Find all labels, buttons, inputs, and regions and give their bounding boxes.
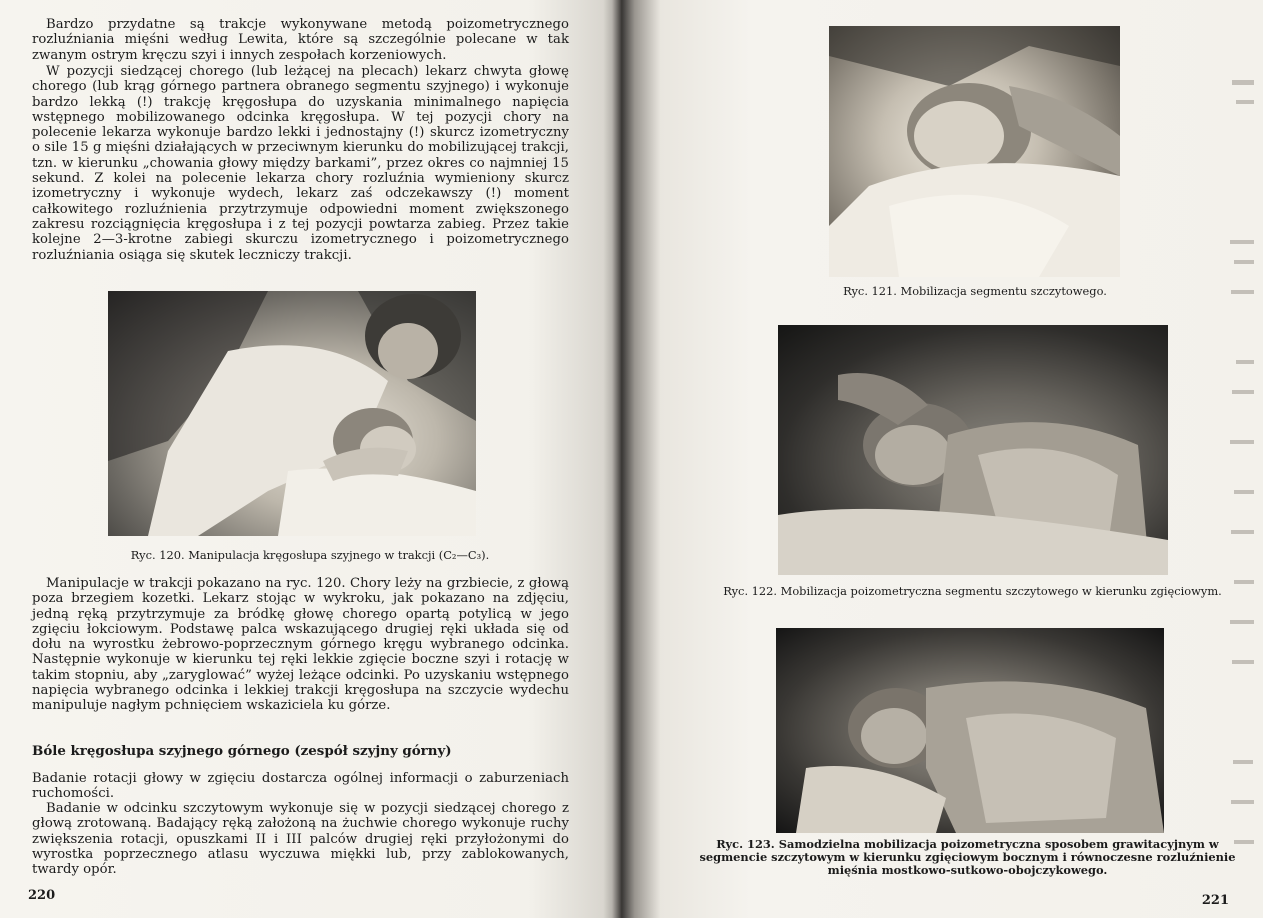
figure-120-photo: [108, 291, 476, 536]
page-number-left: 220: [28, 888, 56, 903]
examination-paragraph-2: Badanie w odcinku szczytowym wykonuje się w pozycji siedzącej chorego z głową zrotowaną. Badający ręką założoną na żuchwie chorego wykonuje ruchy zwiększenia rotacji, opuszkami II i III palców drugiej ręki przyłożonymi do wyrostka poprzecznego atlasu wyczuwa miękki lub, przy zablokowanych, twardy opór.: [32, 801, 569, 878]
examination-paragraph-1: Badanie rotacji głowy w zgięciu dostarcza ogólnej informacji o zaburzeniach ruchomości.: [32, 771, 569, 802]
figure-123-caption: Ryc. 123. Samodzielna mobilizacja poizometryczna sposobem grawitacyjnym w segmencie szczytowym w kierunku zgięciowym bocznym i równoczesne rozluźnienie mięśnia mostkowo-sutkowo-obojczykowego.: [699, 837, 1236, 877]
manipulation-paragraph: Manipulacje w trakcji pokazano na ryc. 120. Chory leży na grzbiecie, z głową poza brzegiem kozetki. Lekarz stojąc w wykroku, jak pokazano na zdjęciu, jedną ręką przytrzymuje za bródkę głowę chorego opartą potylicą w jego zgięciu łokciowym. Podstawę palca wskazującego drugiej ręki układa się od dołu na wyrostku żebrowo-poprzecznym górnego kręgu wybranego odcinka. Następnie wykonuje w kierunku tej ręki lekkie zgięcie boczne szyi i rotację w takim stopniu, aby „zaryglować” wyżej leżące odcinki. Po uzyskaniu wstępnego napięcia wybranego odcinka i lekkiej trakcji kręgosłupa na szczycie wydechu manipuluje nagłym pchnięciem wskaziciela ku górze.: [32, 576, 569, 714]
figure-122-photo: [778, 325, 1168, 575]
left-page: [0, 0, 622, 918]
figure-122-caption: Ryc. 122. Mobilizacja poizometryczna segmentu szczytowego w kierunku zgięciowym.: [723, 584, 1222, 598]
figure-121-caption: Ryc. 121. Mobilizacja segmentu szczytowego.: [843, 284, 1107, 298]
intro-paragraph: Bardzo przydatne są trakcje wykonywane metodą poizometrycznego rozluźniania mięśni według Lewita, które są szczególnie polecane w tak zwanym ostrym kręczu szyi i innych zespołach korzeniowych.: [32, 17, 569, 63]
traction-procedure-paragraph: W pozycji siedzącej chorego (lub leżącej na plecach) lekarz chwyta głowę chorego (lub krąg górnego partnera obranego segmentu szyjnego) i wykonuje bardzo lekką (!) trakcję kręgosłupa do uzyskania minimalnego napięcia wstępnego mobilizowanego odcinka kręgosłupa. W tej pozycji chory na polecenie lekarza wykonuje bardzo lekki i jednostajny (!) skurcz izometryczny o sile 15 g mięśni działających w przeciwnym kierunku do mobilizującej trakcji, tzn. w kierunku „chowania głowy między barkami”, przez okres co najmniej 15 sekund. Z kolei na polecenie lekarza chory rozluźnia wymieniony skurcz izometryczny i wykonuje wydech, lekarz zaś odczekawszy (!) moment całkowitego rozluźnienia przytrzymuje odpowiedni moment zwiększonego zakresu rozciągnięcia kręgosłupa i z tej pozycji powtarza zabieg. Przez takie kolejne 2—3-krotne zabiegi skurczu izometrycznego i poizometrycznego rozluźniania osiąga się skutek leczniczy trakcji.: [32, 64, 569, 263]
figure-121-photo: [829, 26, 1120, 277]
section-heading: Bóle kręgosłupa szyjnego górnego (zespół szyjny górny): [32, 743, 452, 759]
right-margin-bleed-through: [1228, 60, 1258, 900]
figure-120-caption: Ryc. 120. Manipulacja kręgosłupa szyjnego w trakcji (C₂—C₃).: [130, 548, 490, 562]
figure-123-photo: [776, 628, 1164, 833]
page-number-right: 221: [1201, 893, 1229, 908]
